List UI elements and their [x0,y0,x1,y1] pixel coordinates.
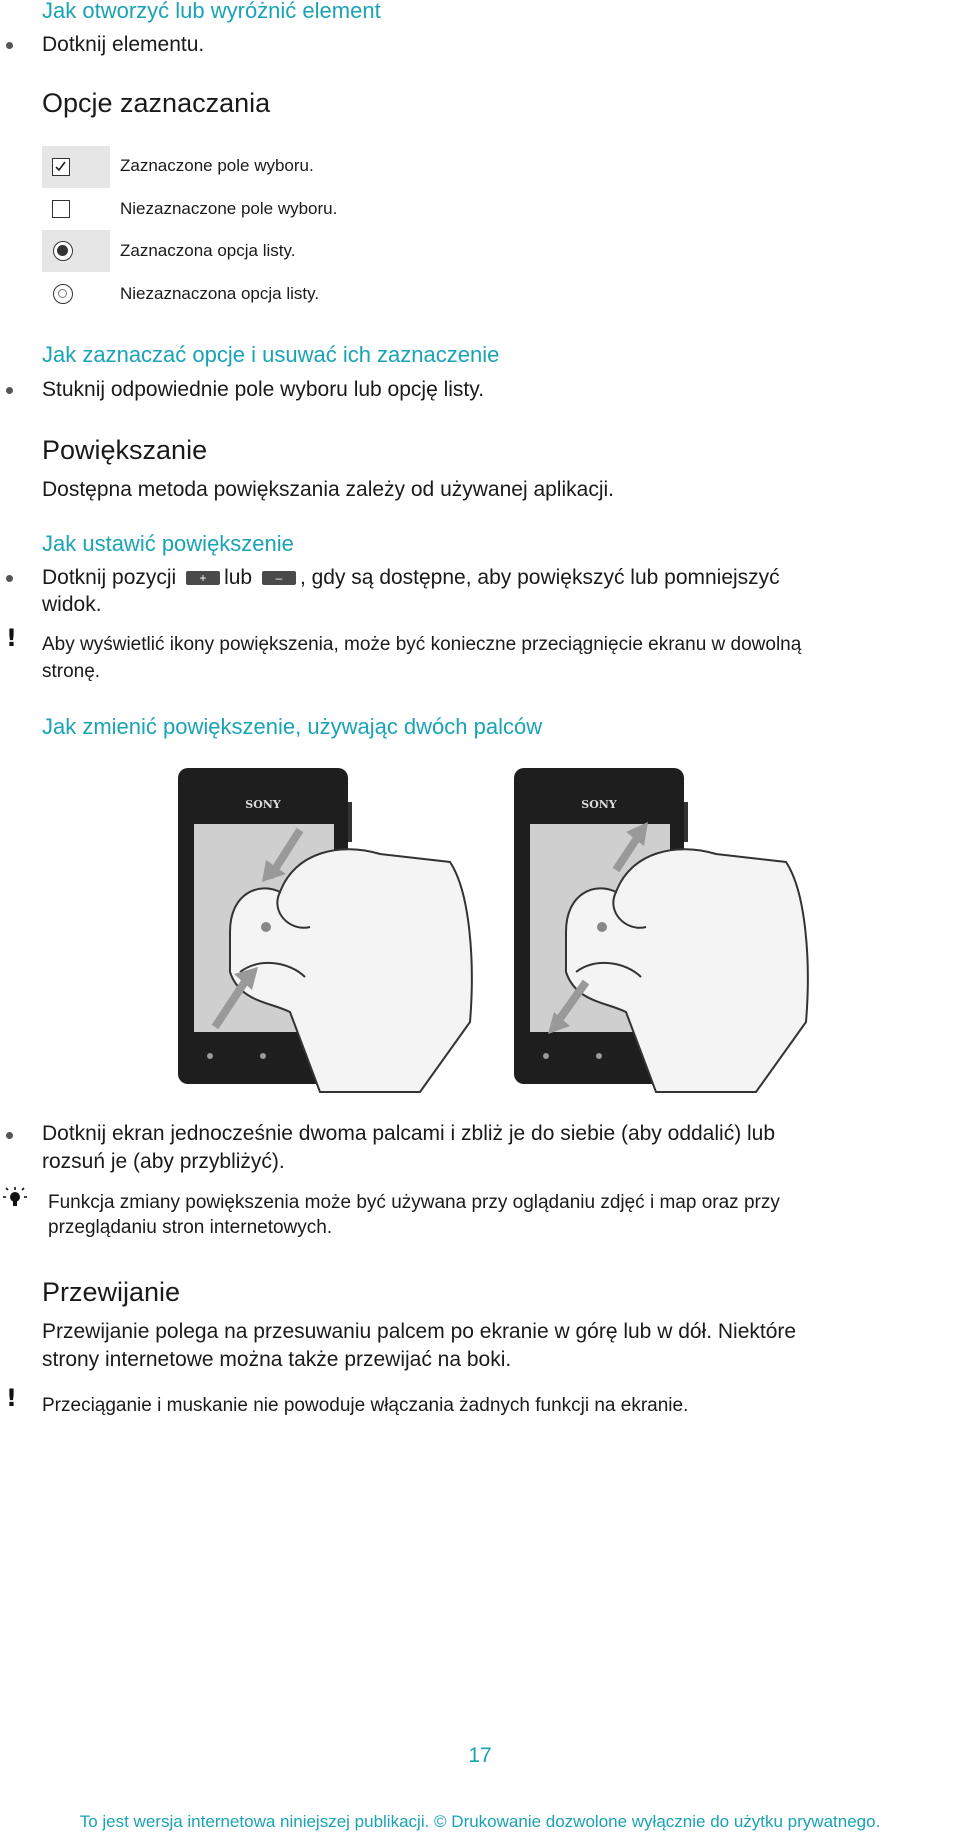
bullet-text: Dotknij elementu. [42,33,205,56]
bullet-text-pre: Dotknij pozycji [42,566,177,589]
scrolling-line: Przewijanie polega na przesuwaniu palcem po ekranie w górę lub w dół. Niektóre [42,1320,797,1343]
bullet-text [42,1120,775,1176]
option-label: Zaznaczona opcja listy. [120,241,296,260]
radio-unselected-icon [53,284,73,304]
heading-set-zoom: Jak ustawić powiększenie [42,531,294,556]
option-label: Zaznaczone pole wyboru. [120,156,314,175]
note-line: Aby wyświetlić ikony powiększenia, może być konieczne przeciągnięcie ekranu w dowolną [42,634,802,655]
zoom-in-icon: + [186,571,220,585]
option-label: Niezaznaczone pole wyboru. [120,199,338,218]
bullet-line: rozsuń je (aby przybliżyć). [42,1150,285,1173]
checkbox-checked-icon [52,158,70,176]
heading-zoom: Powiększanie [42,435,208,465]
heading-selection-options: Opcje zaznaczania [42,88,271,118]
heading-scrolling: Przewijanie [42,1277,181,1307]
pinch-in-illustration [170,762,490,1102]
heading-open-highlight: Jak otworzyć lub wyróżnić element [42,0,381,23]
zoom-text: Dostępna metoda powiększania zależy od używanej aplikacji. [42,478,614,501]
bullet-dot [6,387,13,394]
warning-icon: ! [6,1384,17,1412]
bullet-dot [6,42,13,49]
option-label: Niezaznaczona opcja listy. [120,284,320,303]
pinch-out-illustration [506,762,826,1102]
page-number: 17 [468,1744,492,1767]
lightbulb-icon [2,1186,28,1210]
bullet-text-line2: widok. [42,593,102,616]
heading-two-finger: Jak zmienić powiększenie, używając dwóch palców [42,714,543,739]
brand-logo: SONY [581,798,617,811]
tip-text [48,1190,780,1240]
scrolling-line: strony internetowe można także przewijać na boki. [42,1348,512,1371]
heading-toggle-selection: Jak zaznaczać opcje i usuwać ich zaznaczenie [42,342,500,367]
checkbox-unchecked-icon [52,200,70,218]
bullet-text-mid: lub [224,566,253,589]
note-text: Przeciąganie i muskanie nie powoduje włączania żadnych funkcji na ekranie. [42,1395,689,1416]
note-line: stronę. [42,661,101,682]
bullet-line: Dotknij ekran jednocześnie dwoma palcami i zbliż je do siebie (aby oddalić) lub [42,1122,776,1145]
note-text [42,631,801,685]
bullet-dot [6,575,13,582]
tip-line: przeglądaniu stron internetowych. [48,1217,333,1238]
scrolling-text [42,1318,796,1374]
bullet-text [42,564,780,592]
zoom-out-icon: – [262,571,296,585]
footer-notice: To jest wersja internetowa niniejszej publikacji. © Drukowanie dozwolone wyłącznie do użytku prywatnego. [79,1812,881,1831]
brand-logo: SONY [245,798,281,811]
tip-line: Funkcja zmiany powiększenia może być używana przy oglądaniu zdjęć i map oraz przy [48,1192,780,1213]
bullet-dot [6,1132,13,1139]
warning-icon: ! [6,624,17,652]
bullet-text-post: , gdy są dostępne, aby powiększyć lub pomniejszyć [299,566,780,589]
bullet-text: Stuknij odpowiednie pole wyboru lub opcję listy. [42,378,485,401]
radio-selected-icon [53,241,73,261]
